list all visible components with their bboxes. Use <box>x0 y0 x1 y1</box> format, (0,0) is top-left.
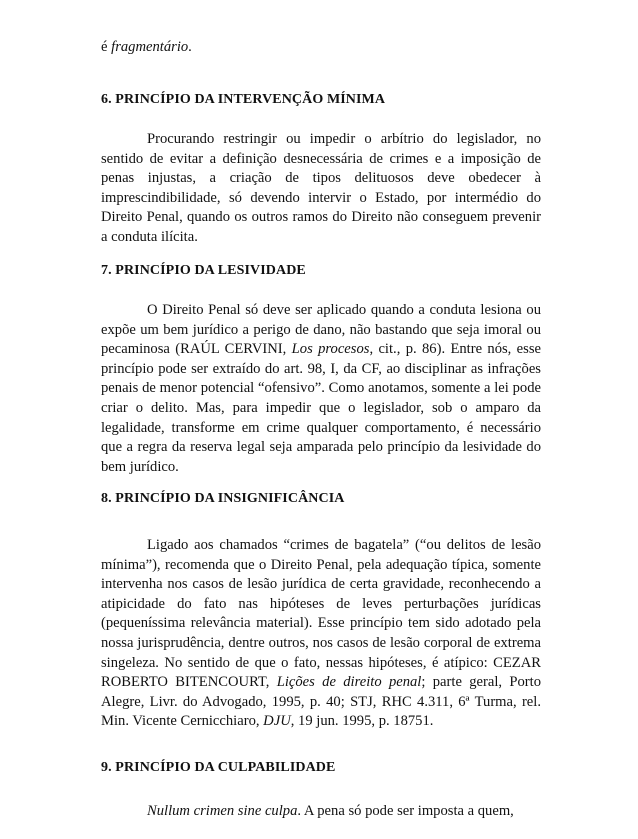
paragraph-text-a: Ligado aos chamados “crimes de bagatela” (“ou delitos de lesão mínima”), recomenda que o Direito Penal, pela adequação típica, somente intervenha nos casos de lesão jurídica de certa gravidade, reconhecendo a atipicidade do fato nas hipóteses de leves perturbações jurídicas (pequeníssima relevância material). Esse princípio tem sido adotado pela nossa jurisprudência, dentre outros, nos casos de lesão corporal de extrema singeleza. No sentido de que o fato, nessas hipóteses, é atípico: CEZAR ROBERTO BITENCOURT, <box>101 537 541 691</box>
fragment-line <box>101 38 192 58</box>
heading-culpabilidade: 9. PRINCÍPIO DA CULPABILIDADE <box>101 760 336 775</box>
paragraph-intervencao-minima <box>101 130 541 248</box>
fragment-italic: fragmentário <box>111 39 189 55</box>
paragraph-text-c: , 19 jun. 1995, p. 18751. <box>290 713 434 730</box>
heading-insignificancia: 8. PRINCÍPIO DA INSIGNIFICÂNCIA <box>101 491 345 506</box>
paragraph-text-a: O Direito Penal só deve ser aplicado quando a conduta lesiona ou expõe um bem jurídico a perigo de dano, não bastando que seja imoral ou pecaminosa (RAÚL CERVINI, <box>101 302 541 358</box>
fragment-prefix: é <box>101 39 112 55</box>
paragraph-lesividade <box>101 301 541 477</box>
paragraph-italic-book-title: Lições de direito penal <box>276 674 422 691</box>
paragraph-text-b: ; parte geral, Porto Alegre, Livr. do Advogado, 1995, p. 40; STJ, RHC 4.311, 6ª Turma, rel. Min. Vicente Cernicchiaro, <box>101 674 541 730</box>
paragraph-insignificancia <box>101 536 541 732</box>
heading-lesividade: 7. PRINCÍPIO DA LESIVIDADE <box>101 263 306 278</box>
paragraph-italic-citation: Los procesos <box>291 341 370 358</box>
paragraph-text-rest: . A pena só pode ser imposta a quem, <box>297 803 514 819</box>
paragraph-italic-maxim: Nullum crimen sine culpa <box>147 803 298 819</box>
paragraph-text: Procurando restringir ou impedir o arbítrio do legislador, no sentido de evitar a definição desnecessária de crimes e a imposição de penas injustas, a criação de tipos delituosos deve obedecer à imprescindibilidade, só devendo intervir o Estado, por intermédio do Direito Penal, quando os outros ramos do Direito não conseguem prevenir a conduta ilícita. <box>101 131 541 245</box>
heading-intervencao-minima: 6. PRINCÍPIO DA INTERVENÇÃO MÍNIMA <box>101 92 386 107</box>
paragraph-culpabilidade <box>101 802 541 822</box>
paragraph-italic-journal: DJU <box>263 713 291 730</box>
paragraph-text-b: , cit., p. 86). Entre nós, esse princípio pode ser extraído do art. 98, I, da CF, ao disciplinar as infrações penais de menor potencial “ofensivo”. Como anotamos, somente a lei pode criar o delito. Mas, para impedir que o legislador, sob o amparo da legalidade, transforme em crime qualquer comportamento, é necessário que a regra da reserva legal seja amparada pelo princípio da lesividade do bem jurídico. <box>101 341 541 475</box>
fragment-suffix: . <box>188 39 192 55</box>
